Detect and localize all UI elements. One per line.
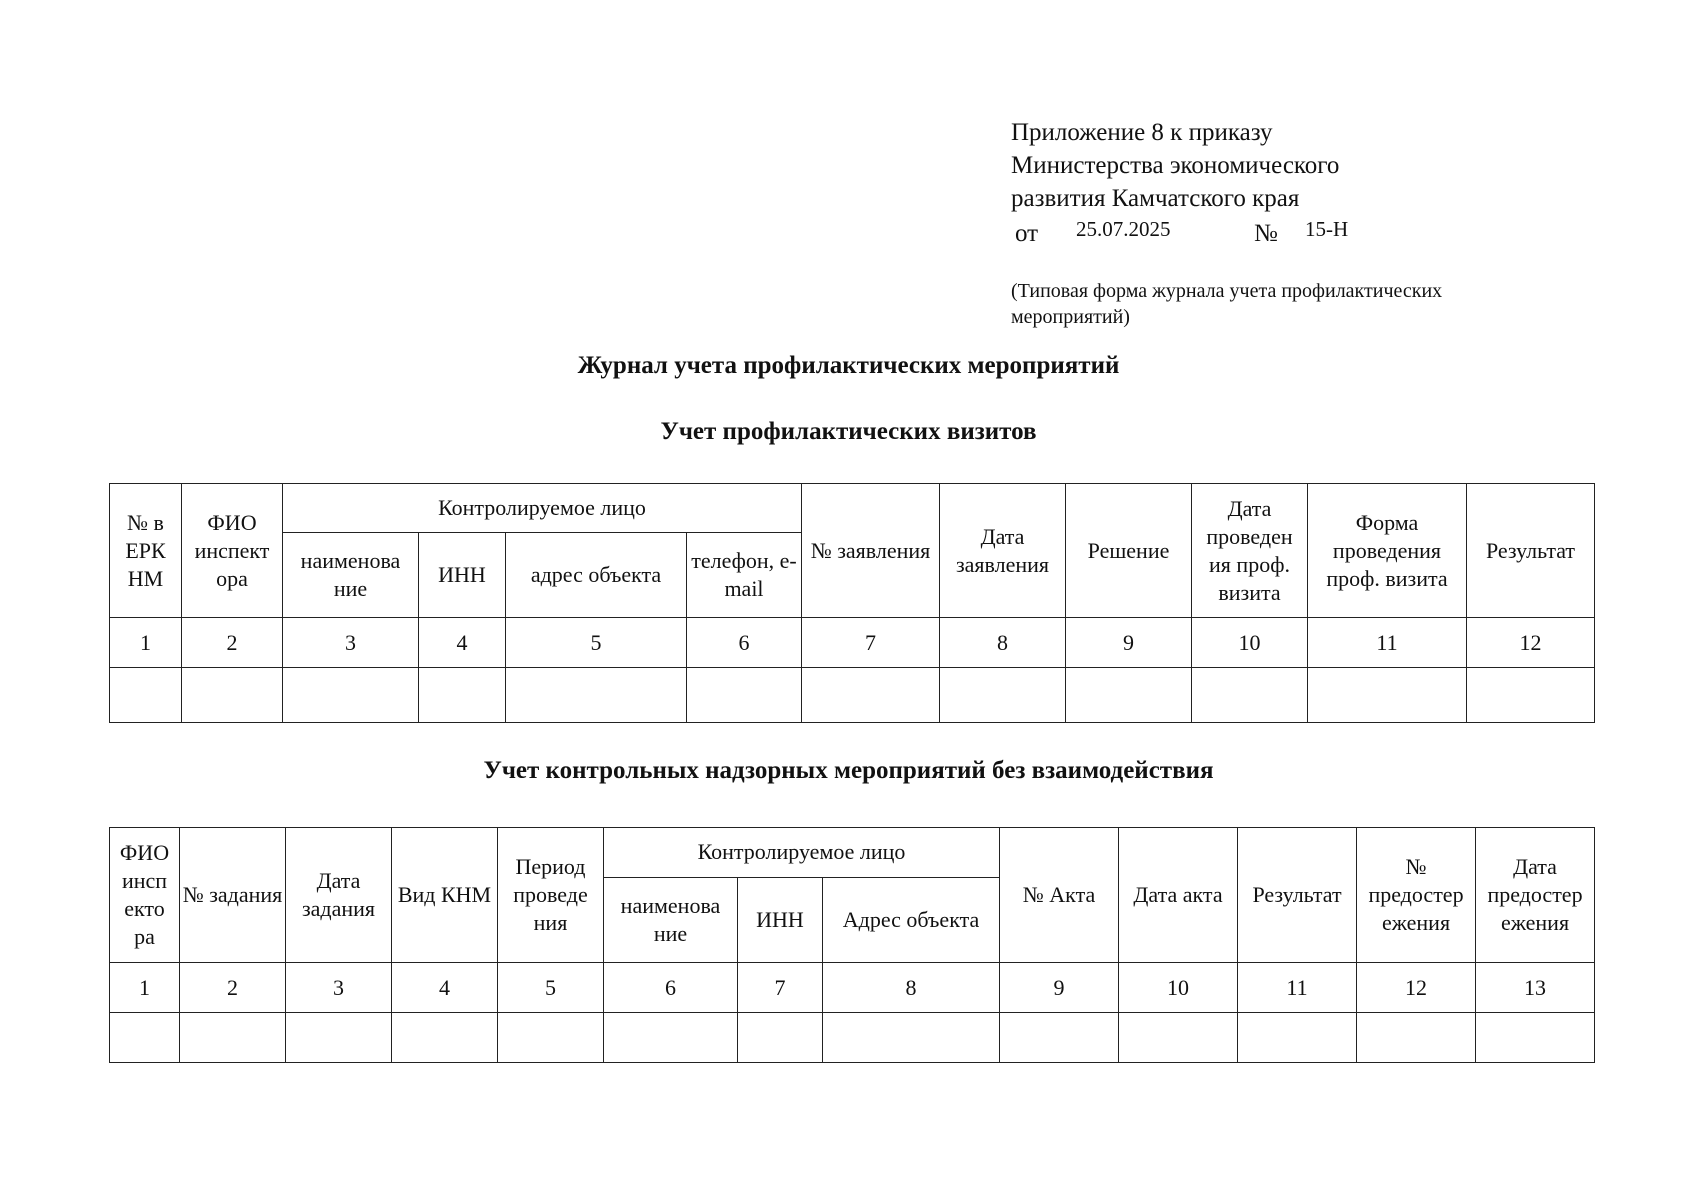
empty-cell[interactable] xyxy=(1308,668,1467,723)
header-task-number: № задания xyxy=(180,828,286,963)
empty-cell[interactable] xyxy=(182,668,283,723)
empty-cell[interactable] xyxy=(286,1013,392,1063)
empty-cell[interactable] xyxy=(392,1013,498,1063)
column-number: 2 xyxy=(180,963,286,1013)
empty-cell[interactable] xyxy=(110,1013,180,1063)
column-number: 11 xyxy=(1238,963,1357,1013)
order-date: 25.07.2025 xyxy=(1076,217,1171,241)
header-act-date: Дата акта xyxy=(1119,828,1238,963)
order-number: 15-Н xyxy=(1305,217,1349,241)
appendix-line-2: Министерства экономического xyxy=(1011,152,1340,179)
header-visit-form: Форма проведения проф. визита xyxy=(1308,484,1467,618)
header-name: наименова ние xyxy=(283,533,419,618)
empty-cell[interactable] xyxy=(1467,668,1595,723)
column-number: 7 xyxy=(802,618,940,668)
header-name: наименова ние xyxy=(604,878,738,963)
column-number: 5 xyxy=(498,963,604,1013)
header-visit-date: Дата проведен ия проф. визита xyxy=(1192,484,1308,618)
appendix-line-1: Приложение 8 к приказу xyxy=(1011,119,1273,146)
header-knm-type: Вид КНМ xyxy=(392,828,498,963)
visits-table xyxy=(109,483,1595,723)
empty-cell[interactable] xyxy=(1000,1013,1119,1063)
header-inn: ИНН xyxy=(738,878,823,963)
column-number: 7 xyxy=(738,963,823,1013)
from-label: от xyxy=(1015,220,1039,247)
empty-cell[interactable] xyxy=(738,1013,823,1063)
column-number: 6 xyxy=(687,618,802,668)
header-application-number: № заявления xyxy=(802,484,940,618)
empty-cell[interactable] xyxy=(1238,1013,1357,1063)
column-number: 9 xyxy=(1000,963,1119,1013)
empty-cell[interactable] xyxy=(506,668,687,723)
form-note: (Типовая форма журнала учета профилактических мероприятий) xyxy=(1011,280,1443,328)
empty-cell[interactable] xyxy=(1119,1013,1238,1063)
empty-cell[interactable] xyxy=(802,668,940,723)
empty-cell[interactable] xyxy=(498,1013,604,1063)
table-header-row xyxy=(110,828,1595,878)
header-period: Период проведе ния xyxy=(498,828,604,963)
empty-cell[interactable] xyxy=(419,668,506,723)
empty-cell[interactable] xyxy=(1192,668,1308,723)
knm-table xyxy=(109,827,1595,1063)
table-header-row xyxy=(110,484,1595,533)
column-number: 11 xyxy=(1308,618,1467,668)
appendix-block xyxy=(1011,116,1571,249)
header-result: Результат xyxy=(1467,484,1595,618)
empty-data-row xyxy=(110,668,1595,723)
column-number: 3 xyxy=(283,618,419,668)
column-number: 3 xyxy=(286,963,392,1013)
column-number: 1 xyxy=(110,618,182,668)
empty-data-row xyxy=(110,1013,1595,1063)
column-number: 10 xyxy=(1119,963,1238,1013)
column-number: 13 xyxy=(1476,963,1595,1013)
header-inspector: ФИО инспект ора xyxy=(182,484,283,618)
empty-cell[interactable] xyxy=(940,668,1066,723)
header-inn: ИНН xyxy=(419,533,506,618)
number-label: № xyxy=(1254,220,1278,247)
column-number: 8 xyxy=(940,618,1066,668)
header-task-date: Дата задания xyxy=(286,828,392,963)
empty-cell[interactable] xyxy=(823,1013,1000,1063)
empty-cell[interactable] xyxy=(1357,1013,1476,1063)
header-controlled-person: Контролируемое лицо xyxy=(604,828,1000,878)
header-address: Адрес объекта xyxy=(823,878,1000,963)
empty-cell[interactable] xyxy=(110,668,182,723)
empty-cell[interactable] xyxy=(1066,668,1192,723)
column-number: 4 xyxy=(392,963,498,1013)
section2-title: Учет контрольных надзорных мероприятий без взаимодействия xyxy=(483,757,1214,784)
header-decision: Решение xyxy=(1066,484,1192,618)
column-number: 5 xyxy=(506,618,687,668)
empty-cell[interactable] xyxy=(604,1013,738,1063)
column-number: 4 xyxy=(419,618,506,668)
column-number: 12 xyxy=(1357,963,1476,1013)
header-warning-date: Дата предостер ежения xyxy=(1476,828,1595,963)
header-controlled-person: Контролируемое лицо xyxy=(283,484,802,533)
column-number: 9 xyxy=(1066,618,1192,668)
empty-cell[interactable] xyxy=(180,1013,286,1063)
column-number: 6 xyxy=(604,963,738,1013)
empty-cell[interactable] xyxy=(283,668,419,723)
column-numbers-row xyxy=(110,963,1595,1013)
column-number: 1 xyxy=(110,963,180,1013)
header-address: адрес объекта xyxy=(506,533,687,618)
section1-title: Учет профилактических визитов xyxy=(660,418,1037,445)
empty-cell[interactable] xyxy=(687,668,802,723)
column-number: 2 xyxy=(182,618,283,668)
empty-cell[interactable] xyxy=(1476,1013,1595,1063)
header-application-date: Дата заявления xyxy=(940,484,1066,618)
column-number: 12 xyxy=(1467,618,1595,668)
header-act-number: № Акта xyxy=(1000,828,1119,963)
appendix-line-3: развития Камчатского края xyxy=(1011,185,1300,212)
header-result: Результат xyxy=(1238,828,1357,963)
header-inspector: ФИО инсп екто ра xyxy=(110,828,180,963)
order-number-row xyxy=(1011,215,1571,249)
column-number: 8 xyxy=(823,963,1000,1013)
header-warning-number: № предостер ежения xyxy=(1357,828,1476,963)
column-numbers-row xyxy=(110,618,1595,668)
main-title: Журнал учета профилактических мероприятий xyxy=(577,352,1120,379)
header-phone: телефон, e-mail xyxy=(687,533,802,618)
header-erknm: № в ЕРК НМ xyxy=(110,484,182,618)
column-number: 10 xyxy=(1192,618,1308,668)
